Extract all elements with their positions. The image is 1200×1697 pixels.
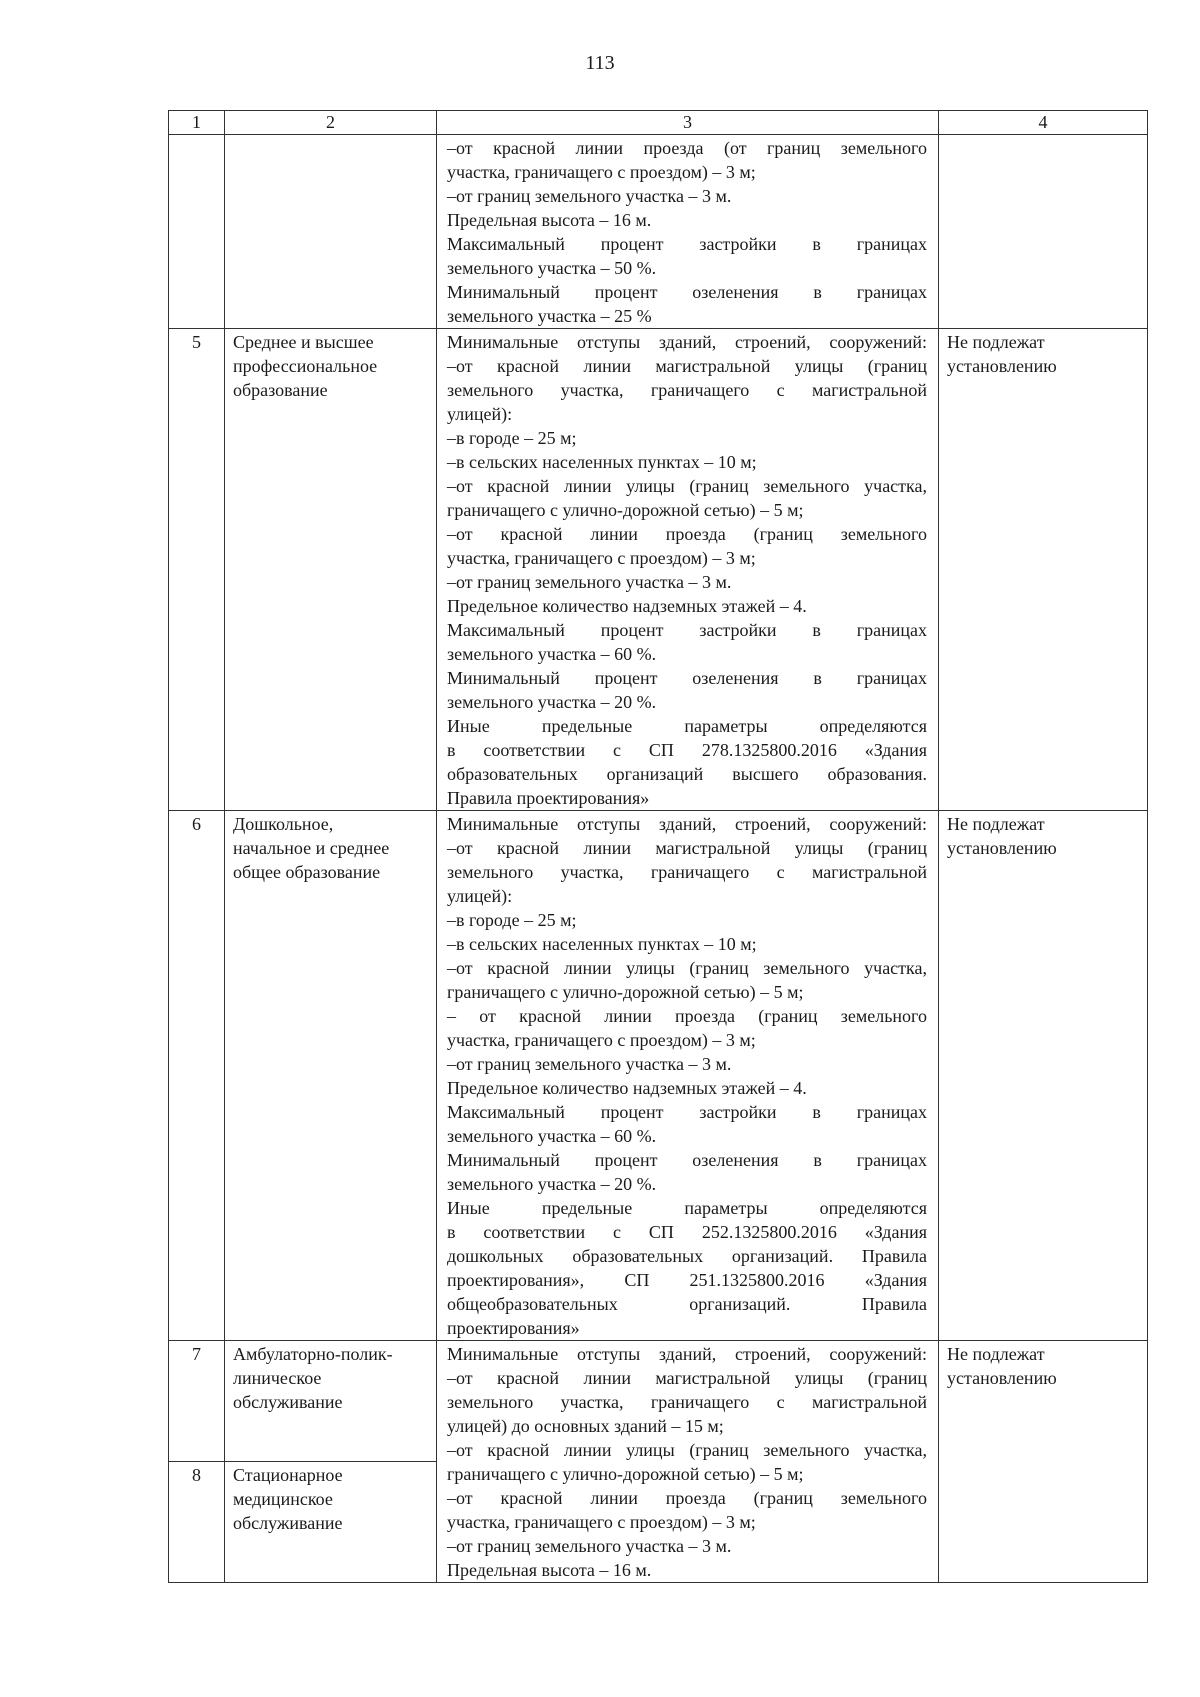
param-line: проектирования»	[447, 1318, 580, 1338]
row-name	[225, 1341, 437, 1462]
param-line: –от границ земельного участка – 3 м.	[447, 186, 732, 206]
param-line: в соответствии с СП 252.1325800.2016 «Здания	[447, 1222, 927, 1242]
param-line: граничащего с улично-дорожной сетью) – 5 м;	[447, 1464, 804, 1484]
param-line: Минимальный процент озеленения в границах	[447, 668, 927, 688]
param-line: земельного участка – 25 %	[447, 306, 652, 326]
row-name-line: Дошкольное,	[233, 814, 334, 834]
regulations-line: установлению	[947, 1368, 1057, 1388]
param-line: –в сельских населенных пунктах – 10 м;	[447, 934, 757, 954]
param-line: улицей) до основных зданий – 15 м;	[447, 1416, 724, 1436]
param-line: образовательных организаций высшего образования.	[447, 764, 927, 784]
param-line: –от красной линии магистральной улицы (границ	[447, 1368, 927, 1388]
param-line: –от красной линии улицы (границ земельного участка,	[447, 476, 927, 496]
param-line: Предельная высота – 16 м.	[447, 210, 652, 230]
param-line: земельного участка – 50 %.	[447, 258, 657, 278]
param-line: –от красной линии улицы (границ земельного участка,	[447, 1440, 927, 1460]
row-name-line: профессиональное	[233, 356, 378, 376]
page-number: 113	[585, 52, 615, 74]
param-line: земельного участка – 20 %.	[447, 1174, 657, 1194]
param-line: участка, граничащего с проездом) – 3 м;	[447, 548, 756, 568]
table-header-row	[169, 111, 1148, 135]
table-row	[169, 1341, 1148, 1462]
row-name-line: обслуживание	[233, 1392, 343, 1412]
param-line: земельного участка – 60 %.	[447, 644, 657, 664]
param-line: участка, граничащего с проездом) – 3 м;	[447, 162, 756, 182]
param-line: Иные предельные параметры определяются	[447, 716, 927, 736]
param-line: Минимальные отступы зданий, строений, сооружений:	[447, 1344, 927, 1364]
row-name	[225, 135, 437, 329]
row-name-line: общее образование	[233, 862, 381, 882]
param-line: –в сельских населенных пунктах – 10 м;	[447, 452, 757, 472]
row-name	[225, 811, 437, 1341]
param-line: улицей):	[447, 404, 513, 424]
param-line: дошкольных образовательных организаций. Правила	[447, 1246, 927, 1266]
param-line: Минимальный процент озеленения в границах	[447, 1150, 927, 1170]
param-line: –от красной линии проезда (границ земельного	[447, 1488, 927, 1508]
row-regulations	[939, 811, 1148, 1341]
regulations-line: Не подлежат	[947, 814, 1045, 834]
header-col-2: 2	[225, 111, 437, 135]
header-col-3: 3	[437, 111, 939, 135]
row-number: 7	[169, 1341, 225, 1462]
table-row	[169, 329, 1148, 811]
row-number: 8	[169, 1462, 225, 1583]
table-row	[169, 135, 1148, 329]
table-row	[169, 811, 1148, 1341]
param-line: Минимальный процент озеленения в границах	[447, 282, 927, 302]
param-line: земельного участка – 20 %.	[447, 692, 657, 712]
param-line: земельного участка – 60 %.	[447, 1126, 657, 1146]
param-line: общеобразовательных организаций. Правила	[447, 1294, 927, 1314]
param-line: улицей):	[447, 886, 513, 906]
row-name	[225, 329, 437, 811]
row-params	[437, 135, 939, 329]
param-line: –в городе – 25 м;	[447, 910, 577, 930]
param-line: –от границ земельного участка – 3 м.	[447, 1054, 732, 1074]
row-name-line: линическое	[233, 1368, 322, 1388]
row-name-line: Амбулаторно-полик-	[233, 1344, 393, 1364]
param-line: Минимальные отступы зданий, строений, сооружений:	[447, 814, 927, 834]
row-regulations	[939, 135, 1148, 329]
param-line: Максимальный процент застройки в границах	[447, 234, 927, 254]
param-line: в соответствии с СП 278.1325800.2016 «Здания	[447, 740, 927, 760]
param-line: участка, граничащего с проездом) – 3 м;	[447, 1512, 756, 1532]
param-line: Иные предельные параметры определяются	[447, 1198, 927, 1218]
param-line: граничащего с улично-дорожной сетью) – 5 м;	[447, 500, 804, 520]
param-line: Предельное количество надземных этажей – 4.	[447, 596, 807, 616]
param-line: земельного участка, граничащего с магистральной	[447, 1392, 927, 1412]
row-params	[437, 1341, 939, 1583]
row-params	[437, 811, 939, 1341]
row-regulations	[939, 329, 1148, 811]
param-line: Правила проектирования»	[447, 788, 650, 808]
param-line: –от красной линии магистральной улицы (границ	[447, 356, 927, 376]
param-line: Предельное количество надземных этажей – 4.	[447, 1078, 807, 1098]
row-regulations	[939, 1341, 1148, 1583]
row-number: 5	[169, 329, 225, 811]
row-name-line: Среднее и высшее	[233, 332, 374, 352]
regulations-line: Не подлежат	[947, 332, 1045, 352]
param-line: земельного участка, граничащего с магистральной	[447, 862, 927, 882]
param-line: –от красной линии улицы (границ земельного участка,	[447, 958, 927, 978]
regulations-line: установлению	[947, 838, 1057, 858]
param-line: земельного участка, граничащего с магистральной	[447, 380, 927, 400]
header-col-1: 1	[169, 111, 225, 135]
param-line: –от красной линии магистральной улицы (границ	[447, 838, 927, 858]
header-col-4: 4	[939, 111, 1148, 135]
row-name-line: обслуживание	[233, 1513, 343, 1533]
row-params	[437, 329, 939, 811]
param-line: Максимальный процент застройки в границах	[447, 1102, 927, 1122]
row-name-line: Стационарное	[233, 1465, 343, 1485]
param-line: –от красной линии проезда (от границ земельного	[447, 138, 927, 158]
param-line: Минимальные отступы зданий, строений, сооружений:	[447, 332, 927, 352]
param-line: –от красной линии проезда (границ земельного	[447, 524, 927, 544]
row-name	[225, 1462, 437, 1583]
param-line: –от границ земельного участка – 3 м.	[447, 572, 732, 592]
regulations-line: Не подлежат	[947, 1344, 1045, 1364]
param-line: проектирования», СП 251.1325800.2016 «Здания	[447, 1270, 927, 1290]
param-line: участка, граничащего с проездом) – 3 м;	[447, 1030, 756, 1050]
row-name-line: медицинское	[233, 1489, 333, 1509]
regulations-table	[168, 110, 1148, 1583]
regulations-line: установлению	[947, 356, 1057, 376]
param-line: Максимальный процент застройки в границах	[447, 620, 927, 640]
row-number	[169, 135, 225, 329]
row-name-line: образование	[233, 380, 328, 400]
row-number: 6	[169, 811, 225, 1341]
param-line: –от границ земельного участка – 3 м.	[447, 1536, 732, 1556]
param-line: –в городе – 25 м;	[447, 428, 577, 448]
param-line: – от красной линии проезда (границ земельного	[447, 1006, 927, 1026]
row-name-line: начальное и среднее	[233, 838, 390, 858]
param-line: граничащего с улично-дорожной сетью) – 5 м;	[447, 982, 804, 1002]
param-line: Предельная высота – 16 м.	[447, 1560, 652, 1580]
